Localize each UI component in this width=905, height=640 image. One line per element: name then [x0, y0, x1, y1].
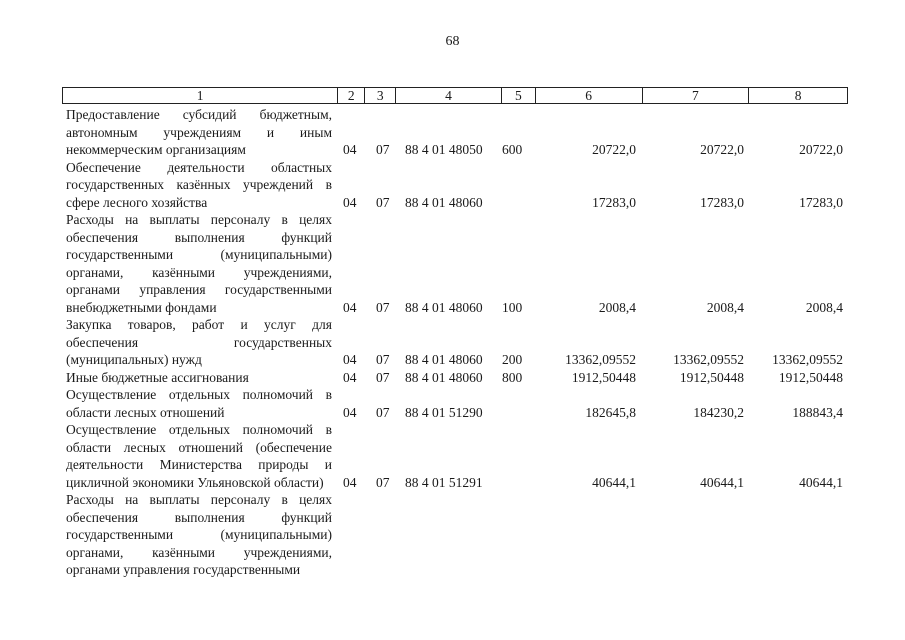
row-amount-3: 1912,50448 [778, 369, 843, 385]
header-col-7: 7 [643, 88, 750, 103]
row-section: 04 [343, 299, 357, 315]
row-amount-2: 20722,0 [700, 142, 744, 157]
row-amount-2: 2008,4 [706, 299, 744, 315]
row-name: Предоставление субсидий бюджетным, автономным учреждениям и иным некоммерческим организациям [66, 107, 332, 157]
row-amount-2: 40644,1 [700, 474, 744, 490]
row-target-code: 88 4 01 48060 [405, 352, 483, 367]
table-row [0, 211, 905, 316]
header-col-8: 8 [794, 88, 802, 103]
row-subsection: 07 [376, 474, 390, 490]
row-amount-2: 17283,0 [700, 194, 744, 210]
row-amount-3: 20722,0 [799, 142, 843, 157]
header-col-6: 6 [536, 88, 643, 103]
row-subsection: 07 [376, 142, 390, 157]
row-subsection: 07 [376, 352, 390, 367]
table-header-row [62, 87, 848, 104]
table-row [0, 386, 905, 421]
row-section: 04 [343, 142, 357, 157]
row-subsection: 07 [376, 299, 390, 315]
row-target-code: 88 4 01 51291 [405, 474, 483, 490]
row-amount-1: 13362,09552 [565, 352, 636, 367]
row-amount-1: 182645,8 [585, 404, 636, 420]
row-amount-1: 1912,50448 [571, 369, 636, 385]
row-amount-1: 20722,0 [592, 142, 636, 157]
row-amount-2: 1912,50448 [679, 369, 744, 385]
table-row [0, 421, 905, 491]
row-target-code: 88 4 01 48060 [405, 369, 483, 385]
row-name: Расходы на выплаты персоналу в целях обеспечения выполнения функций государственными (муниципальными) органами, казёнными учреждениями, органами управления государственными [66, 492, 332, 577]
row-amount-3: 13362,09552 [772, 352, 843, 367]
row-name: Осуществление отдельных полномочий в области лесных отношений [66, 387, 332, 420]
page-number: 68 [445, 34, 460, 49]
row-target-code: 88 4 01 48060 [405, 194, 483, 210]
row-section: 04 [343, 194, 357, 210]
row-name: Расходы на выплаты персоналу в целях обеспечения выполнения функций государственными (муниципальными) органами, казёнными учреждениями, органами управления государственными внебюджетными фондами [66, 212, 332, 315]
row-amount-2: 184230,2 [693, 404, 744, 420]
table-row [0, 106, 905, 159]
row-name: Иные бюджетные ассигнования [66, 369, 249, 385]
row-section: 04 [343, 352, 357, 367]
row-target-code: 88 4 01 48050 [405, 142, 483, 157]
row-name: Осуществление отдельных полномочий в области лесных отношений (обеспечение деятельности Министерства природы и цикличной экономики Ульяновской области) [66, 422, 332, 490]
header-col-2: 2 [338, 88, 365, 103]
row-amount-3: 40644,1 [799, 474, 843, 490]
header-col-5: 5 [502, 88, 536, 103]
row-amount-2: 13362,09552 [673, 352, 744, 367]
table-row [0, 159, 905, 212]
row-amount-3: 17283,0 [799, 194, 843, 210]
row-amount-3: 2008,4 [805, 299, 843, 315]
table-row [0, 369, 905, 387]
row-name: Закупка товаров, работ и услуг для обеспечения государственных (муниципальных) нужд [66, 317, 332, 367]
table-row [0, 316, 905, 369]
row-expense-type: 200 [502, 352, 523, 367]
row-target-code: 88 4 01 48060 [405, 299, 483, 315]
row-subsection: 07 [376, 369, 390, 385]
header-col-1: 1 [63, 88, 338, 103]
header-col-4: 4 [396, 88, 502, 103]
row-amount-3: 188843,4 [792, 404, 843, 420]
row-amount-1: 40644,1 [592, 474, 636, 490]
header-col-3: 3 [365, 88, 396, 103]
row-expense-type: 800 [502, 369, 523, 385]
row-subsection: 07 [376, 404, 390, 420]
row-amount-1: 17283,0 [592, 194, 636, 210]
row-expense-type: 600 [502, 142, 523, 157]
table-row [0, 491, 905, 579]
row-section: 04 [343, 369, 357, 385]
row-amount-1: 2008,4 [598, 299, 636, 315]
row-subsection: 07 [376, 194, 390, 210]
table-body [0, 106, 905, 579]
row-expense-type: 100 [502, 299, 523, 315]
row-target-code: 88 4 01 51290 [405, 404, 483, 420]
row-section: 04 [343, 474, 357, 490]
row-name: Обеспечение деятельности областных государственных казённых учреждений в сфере лесного хозяйства [66, 159, 332, 210]
row-section: 04 [343, 404, 357, 420]
